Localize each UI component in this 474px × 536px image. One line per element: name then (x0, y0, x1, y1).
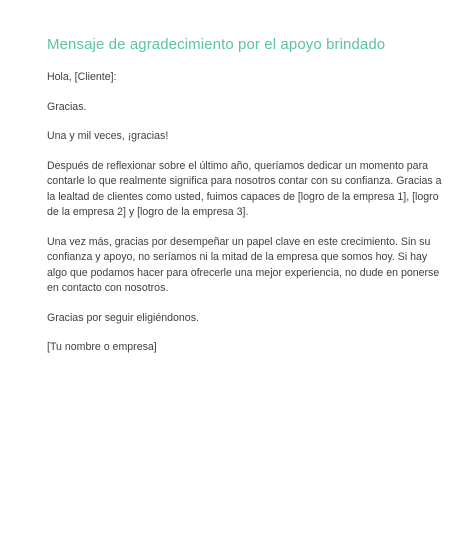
signature: [Tu nombre o empresa] (47, 341, 157, 353)
thanks-line: Gracias. (47, 100, 87, 113)
greeting: Hola, [Cliente]: (47, 71, 117, 83)
thanks-emphasis-line: Una y mil veces, ¡gracias! (47, 130, 169, 142)
reflection-paragraph: Después de reflexionar sobre el último año, queríamos dedicar un momento para contarle lo que realmente significa para nosotros contar con su confianza. Gracias a la lealtad de clientes como usted, fuimos capaces de [logro de la empresa 1], [logro de la empresa 2] y [logro de la empresa 3]. (47, 159, 442, 218)
growth-paragraph: Una vez más, gracias por desempeñar un papel clave en este crecimiento. Sin su confianza y apoyo, no seríamos ni la mitad de la empresa que somos hoy. Si hay algo que podamos hacer para ofrecerle una mejor experiencia, no dude en ponerse en contacto con nosotros. (47, 235, 440, 294)
letter-title: Mensaje de agradecimiento por el apoyo brindado (47, 36, 386, 53)
closing-line: Gracias por seguir eligiéndonos. (47, 311, 199, 324)
